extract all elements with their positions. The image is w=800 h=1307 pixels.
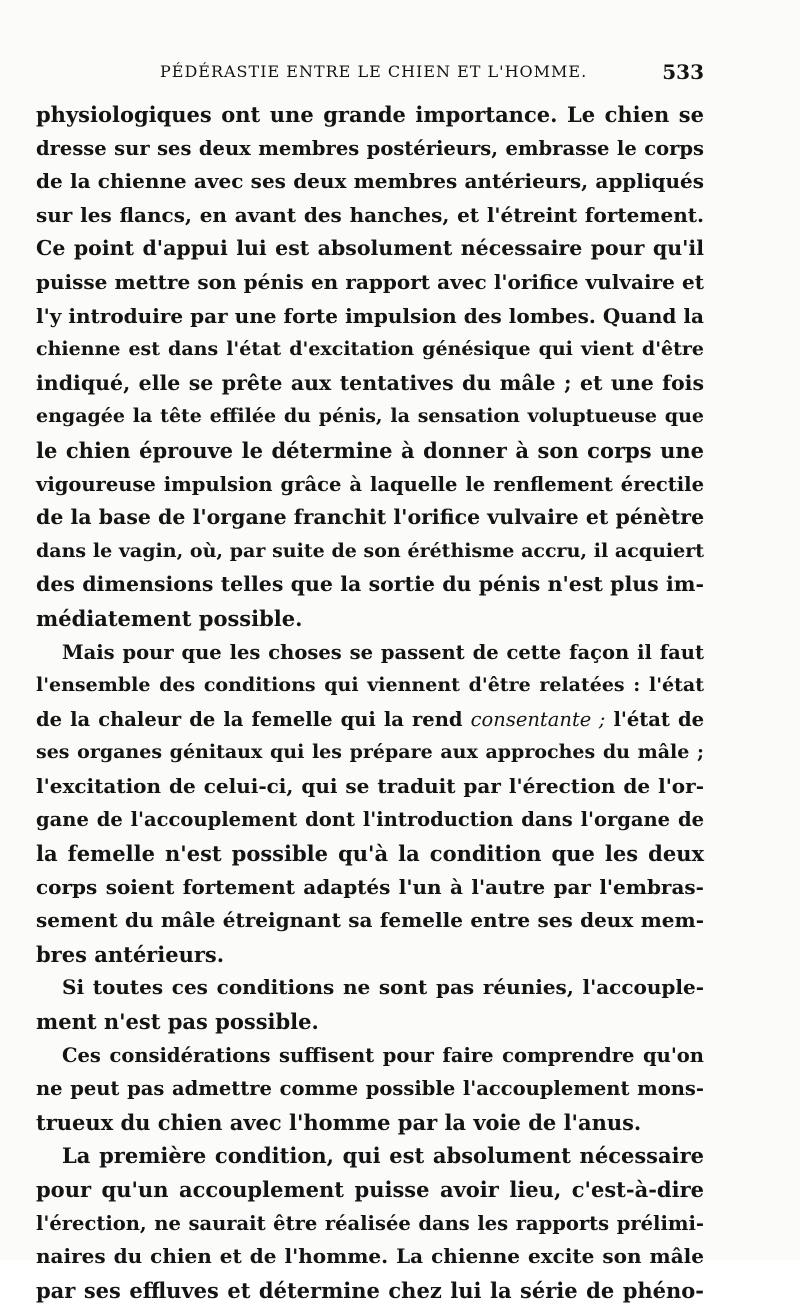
text-line: de la base de l'organe franchit l'orifice vulvaire et pénètre xyxy=(36,505,705,530)
text-segment: l'état de xyxy=(613,707,704,731)
text-line: Si toutes ces conditions ne sont pas réunies, l'accouple- xyxy=(62,975,704,1000)
page-header xyxy=(36,60,704,90)
text-line: Mais pour que les choses se passent de cette façon il faut xyxy=(62,640,704,664)
page-number: 533 xyxy=(662,60,704,84)
text-line: sement du mâle étreignant sa femelle entre ses deux mem- xyxy=(36,908,704,933)
text-line: médiatement possible. xyxy=(36,605,303,631)
text-line: ne peut pas admettre comme possible l'accouplement mons- xyxy=(36,1077,704,1101)
italic-text: consentante ; xyxy=(470,707,606,731)
text-line: ses organes génitaux qui les prépare aux approches du mâle ; xyxy=(36,741,704,764)
text-line: vigoureuse impulsion grâce à laquelle le renflement érectile xyxy=(36,472,704,496)
text-line: trueux du chien avec l'homme par la voie de l'anus. xyxy=(36,1109,642,1135)
text-line: Ce point d'appui lui est absolument nécessaire pour qu'il xyxy=(36,236,704,261)
text-line: l'ensemble des conditions qui viennent d'être relatées : l'état xyxy=(36,674,704,697)
text-line: de la chienne avec ses deux membres antérieurs, appliqués xyxy=(36,169,704,194)
text-line: le chien éprouve le détermine à donner à son corps une xyxy=(36,437,704,463)
text-line: Ces considérations suffisent pour faire comprendre qu'on xyxy=(62,1043,704,1067)
text-line: sur les flancs, en avant des hanches, et l'étreint fortement. xyxy=(36,202,704,227)
text-line: La première condition, qui est absolument nécessaire xyxy=(62,1143,704,1169)
running-title: PÉDÉRASTIE ENTRE LE CHIEN ET L'HOMME. xyxy=(160,62,588,81)
text-segment: de la chaleur de la femelle qui la rend xyxy=(36,707,463,731)
text-line: gane de l'accouplement dont l'introduction dans l'organe de xyxy=(36,808,704,832)
text-line: physiologiques ont une grande importance. Le chien se xyxy=(36,102,704,127)
text-line: corps soient fortement adaptés l'un à l'autre par l'embras- xyxy=(36,874,704,899)
body-text xyxy=(36,98,704,1307)
text-line: naires du chien et de l'homme. La chienne excite son mâle xyxy=(36,1244,704,1269)
text-line: bres antérieurs. xyxy=(36,941,225,967)
text-line: des dimensions telles que la sortie du pénis n'est plus im- xyxy=(36,572,704,597)
text-line: par ses effluves et détermine chez lui la série de phéno- xyxy=(36,1277,704,1303)
text-line: l'y introduire par une forte impulsion des lombes. Quand la xyxy=(36,303,704,328)
text-line: l'excitation de celui-ci, qui se traduit par l'érection de l'or- xyxy=(36,773,704,798)
text-line: engagée la tête effilée du pénis, la sensation voluptueuse que xyxy=(36,405,704,428)
text-line: chienne est dans l'état d'excitation génésique qui vient d'être xyxy=(36,338,704,361)
text-line: puisse mettre son pénis en rapport avec l'orifice vulvaire et xyxy=(36,269,704,294)
text-line: la femelle n'est possible qu'à la condition que les deux xyxy=(36,841,704,867)
text-line: l'érection, ne saurait être réalisée dans les rapports prélimi- xyxy=(36,1211,704,1235)
text-line: dresse sur ses deux membres postérieurs, embrasse le corps xyxy=(36,136,704,160)
text-line: dans le vagin, où, par suite de son éréthisme accru, il acquiert xyxy=(36,539,704,562)
text-line: ment n'est pas possible. xyxy=(36,1009,319,1035)
text-line: pour qu'un accouplement puisse avoir lieu, c'est-à-dire xyxy=(36,1177,704,1202)
text-line-with-italic xyxy=(36,703,704,737)
text-line: indiqué, elle se prête aux tentatives du mâle ; et une fois xyxy=(36,370,704,395)
